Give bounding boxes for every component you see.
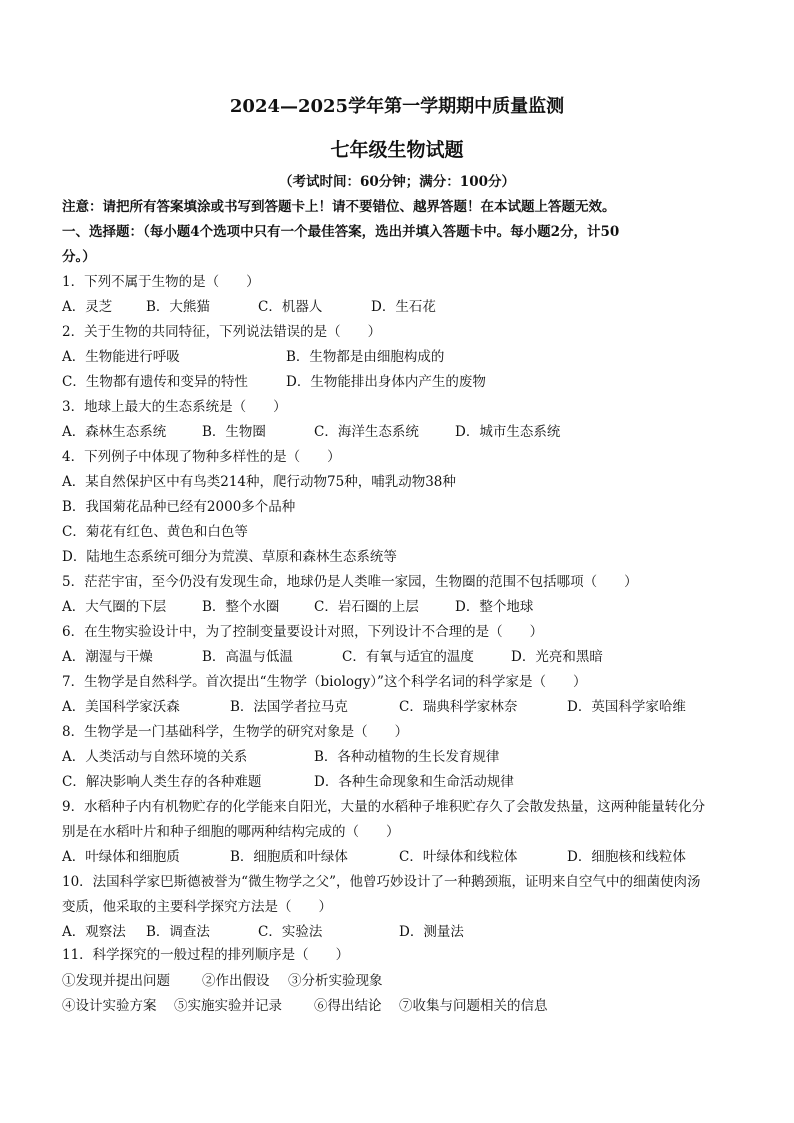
question-4-option-d: D．陆地生态系统可细分为荒漠、草原和森林生态系统等 <box>62 549 397 565</box>
option-b: B．生物圈 <box>202 424 266 440</box>
question-4-option-c: C．菊花有红色、黄色和白色等 <box>62 524 248 540</box>
option-b: B．大熊猫 <box>146 299 210 315</box>
option-c: C．机器人 <box>258 299 323 315</box>
step-item: ③分析实验现象 <box>288 973 383 989</box>
option-b: B．整个水圈 <box>202 599 280 615</box>
question-2-stem: 2．关于生物的共同特征，下列说法错误的是（ ） <box>62 324 382 340</box>
option-b: B．高温与低温 <box>202 649 293 665</box>
option-b: B．调查法 <box>146 924 210 940</box>
option-b: B．生物都是由细胞构成的 <box>286 349 445 365</box>
option-d: D．生石花 <box>371 299 436 315</box>
option-d: D．光亮和黑暗 <box>511 649 603 665</box>
exam-subject: 七年级生物试题 <box>330 139 464 161</box>
exam-title: 2024—2025学年第一学期期中质量监测 <box>229 96 565 117</box>
question-4-stem: 4．下列例子中体现了物种多样性的是（ ） <box>62 449 341 465</box>
question-10-stem-line1: 10．法国科学家巴斯德被誉为“微生物学之父”，他曾巧妙设计了一种鹅颈瓶，证明来自空气中的细菌使肉汤 <box>62 874 701 890</box>
option-d: D．英国科学家哈维 <box>567 699 686 715</box>
question-4-option-a: A．某自然保护区中有鸟类214种，爬行动物75种，哺乳动物38种 <box>62 474 456 490</box>
option-a: A．美国科学家沃森 <box>62 699 180 715</box>
exam-info: （考试时间：60分钟；满分：100分） <box>279 174 515 190</box>
option-d: D．生物能排出身体内产生的废物 <box>286 374 486 390</box>
step-item: ⑤实施实验并记录 <box>174 998 282 1014</box>
option-d: D．整个地球 <box>455 599 534 615</box>
option-b: B．各种动植物的生长发育规律 <box>314 749 500 765</box>
option-a: A．灵芝 <box>62 299 113 315</box>
step-item: ②作出假设 <box>202 973 270 989</box>
option-d: D．各种生命现象和生命活动规律 <box>314 774 514 790</box>
question-6-stem: 6．在生物实验设计中，为了控制变量要设计对照，下列设计不合理的是（ ） <box>62 624 544 640</box>
step-item: ①发现并提出问题 <box>62 973 170 989</box>
question-1-stem: 1．下列不属于生物的是（ ） <box>62 274 260 290</box>
question-4-option-b: B．我国菊花品种已经有2000多个品种 <box>62 499 296 515</box>
option-a: A．大气圈的下层 <box>62 599 167 615</box>
option-c: C．叶绿体和线粒体 <box>399 849 518 865</box>
option-a: A．观察法 <box>62 924 126 940</box>
option-a: A．生物能进行呼吸 <box>62 349 180 365</box>
option-a: A．潮湿与干燥 <box>62 649 153 665</box>
option-c: C．生物都有遗传和变异的特性 <box>62 374 248 390</box>
step-item: ⑦收集与问题相关的信息 <box>399 998 548 1014</box>
question-9-stem-line1: 9．水稻种子内有机物贮存的化学能来自阳光，大量的水稻种子堆积贮存久了会散发热量，这两种能量转化分 <box>62 799 706 815</box>
section-heading-line2: 分。） <box>62 249 96 265</box>
option-c: C．有氧与适宜的温度 <box>342 649 474 665</box>
option-b: B．细胞质和叶绿体 <box>230 849 348 865</box>
question-10-stem-line2: 变质，他采取的主要科学探究方法是（ ） <box>62 899 332 915</box>
option-d: D．测量法 <box>399 924 464 940</box>
section-heading-line1: 一、选择题：（每小题4个选项中只有一个最佳答案，选出并填入答题卡中。每小题2分，计50 <box>62 224 620 240</box>
option-d: D．城市生态系统 <box>455 424 561 440</box>
option-c: C．实验法 <box>258 924 323 940</box>
question-7-stem: 7．生物学是自然科学。首次提出“生物学（biology）”这个科学名词的科学家是（ ） <box>62 674 587 690</box>
question-5-stem: 5．茫茫宇宙，至今仍没有发现生命，地球仍是人类唯一家园，生物圈的范围不包括哪项（ ） <box>62 574 638 590</box>
option-a: A．叶绿体和细胞质 <box>62 849 180 865</box>
step-item: ④设计实验方案 <box>62 998 157 1014</box>
question-9-stem-line2: 别是在水稻叶片和种子细胞的哪两种结构完成的（ ） <box>62 824 400 840</box>
option-a: A．人类活动与自然环境的关系 <box>62 749 248 765</box>
question-3-stem: 3．地球上最大的生态系统是（ ） <box>62 399 287 415</box>
question-11-stem: 11．科学探究的一般过程的排列顺序是（ ） <box>62 947 350 963</box>
question-8-stem: 8．生物学是一门基础科学，生物学的研究对象是（ ） <box>62 724 409 740</box>
option-c: C．瑞典科学家林奈 <box>399 699 518 715</box>
option-c: C．岩石圈的上层 <box>314 599 419 615</box>
notice: 注意：请把所有答案填涂或书写到答题卡上！请不要错位、越界答题！在本试题上答题无效。 <box>62 199 616 215</box>
option-c: C．海洋生态系统 <box>314 424 419 440</box>
option-b: B．法国学者拉马克 <box>230 699 348 715</box>
option-c: C．解决影响人类生存的各种难题 <box>62 774 262 790</box>
option-d: D．细胞核和线粒体 <box>567 849 686 865</box>
option-a: A．森林生态系统 <box>62 424 167 440</box>
step-item: ⑥得出结论 <box>314 998 382 1014</box>
